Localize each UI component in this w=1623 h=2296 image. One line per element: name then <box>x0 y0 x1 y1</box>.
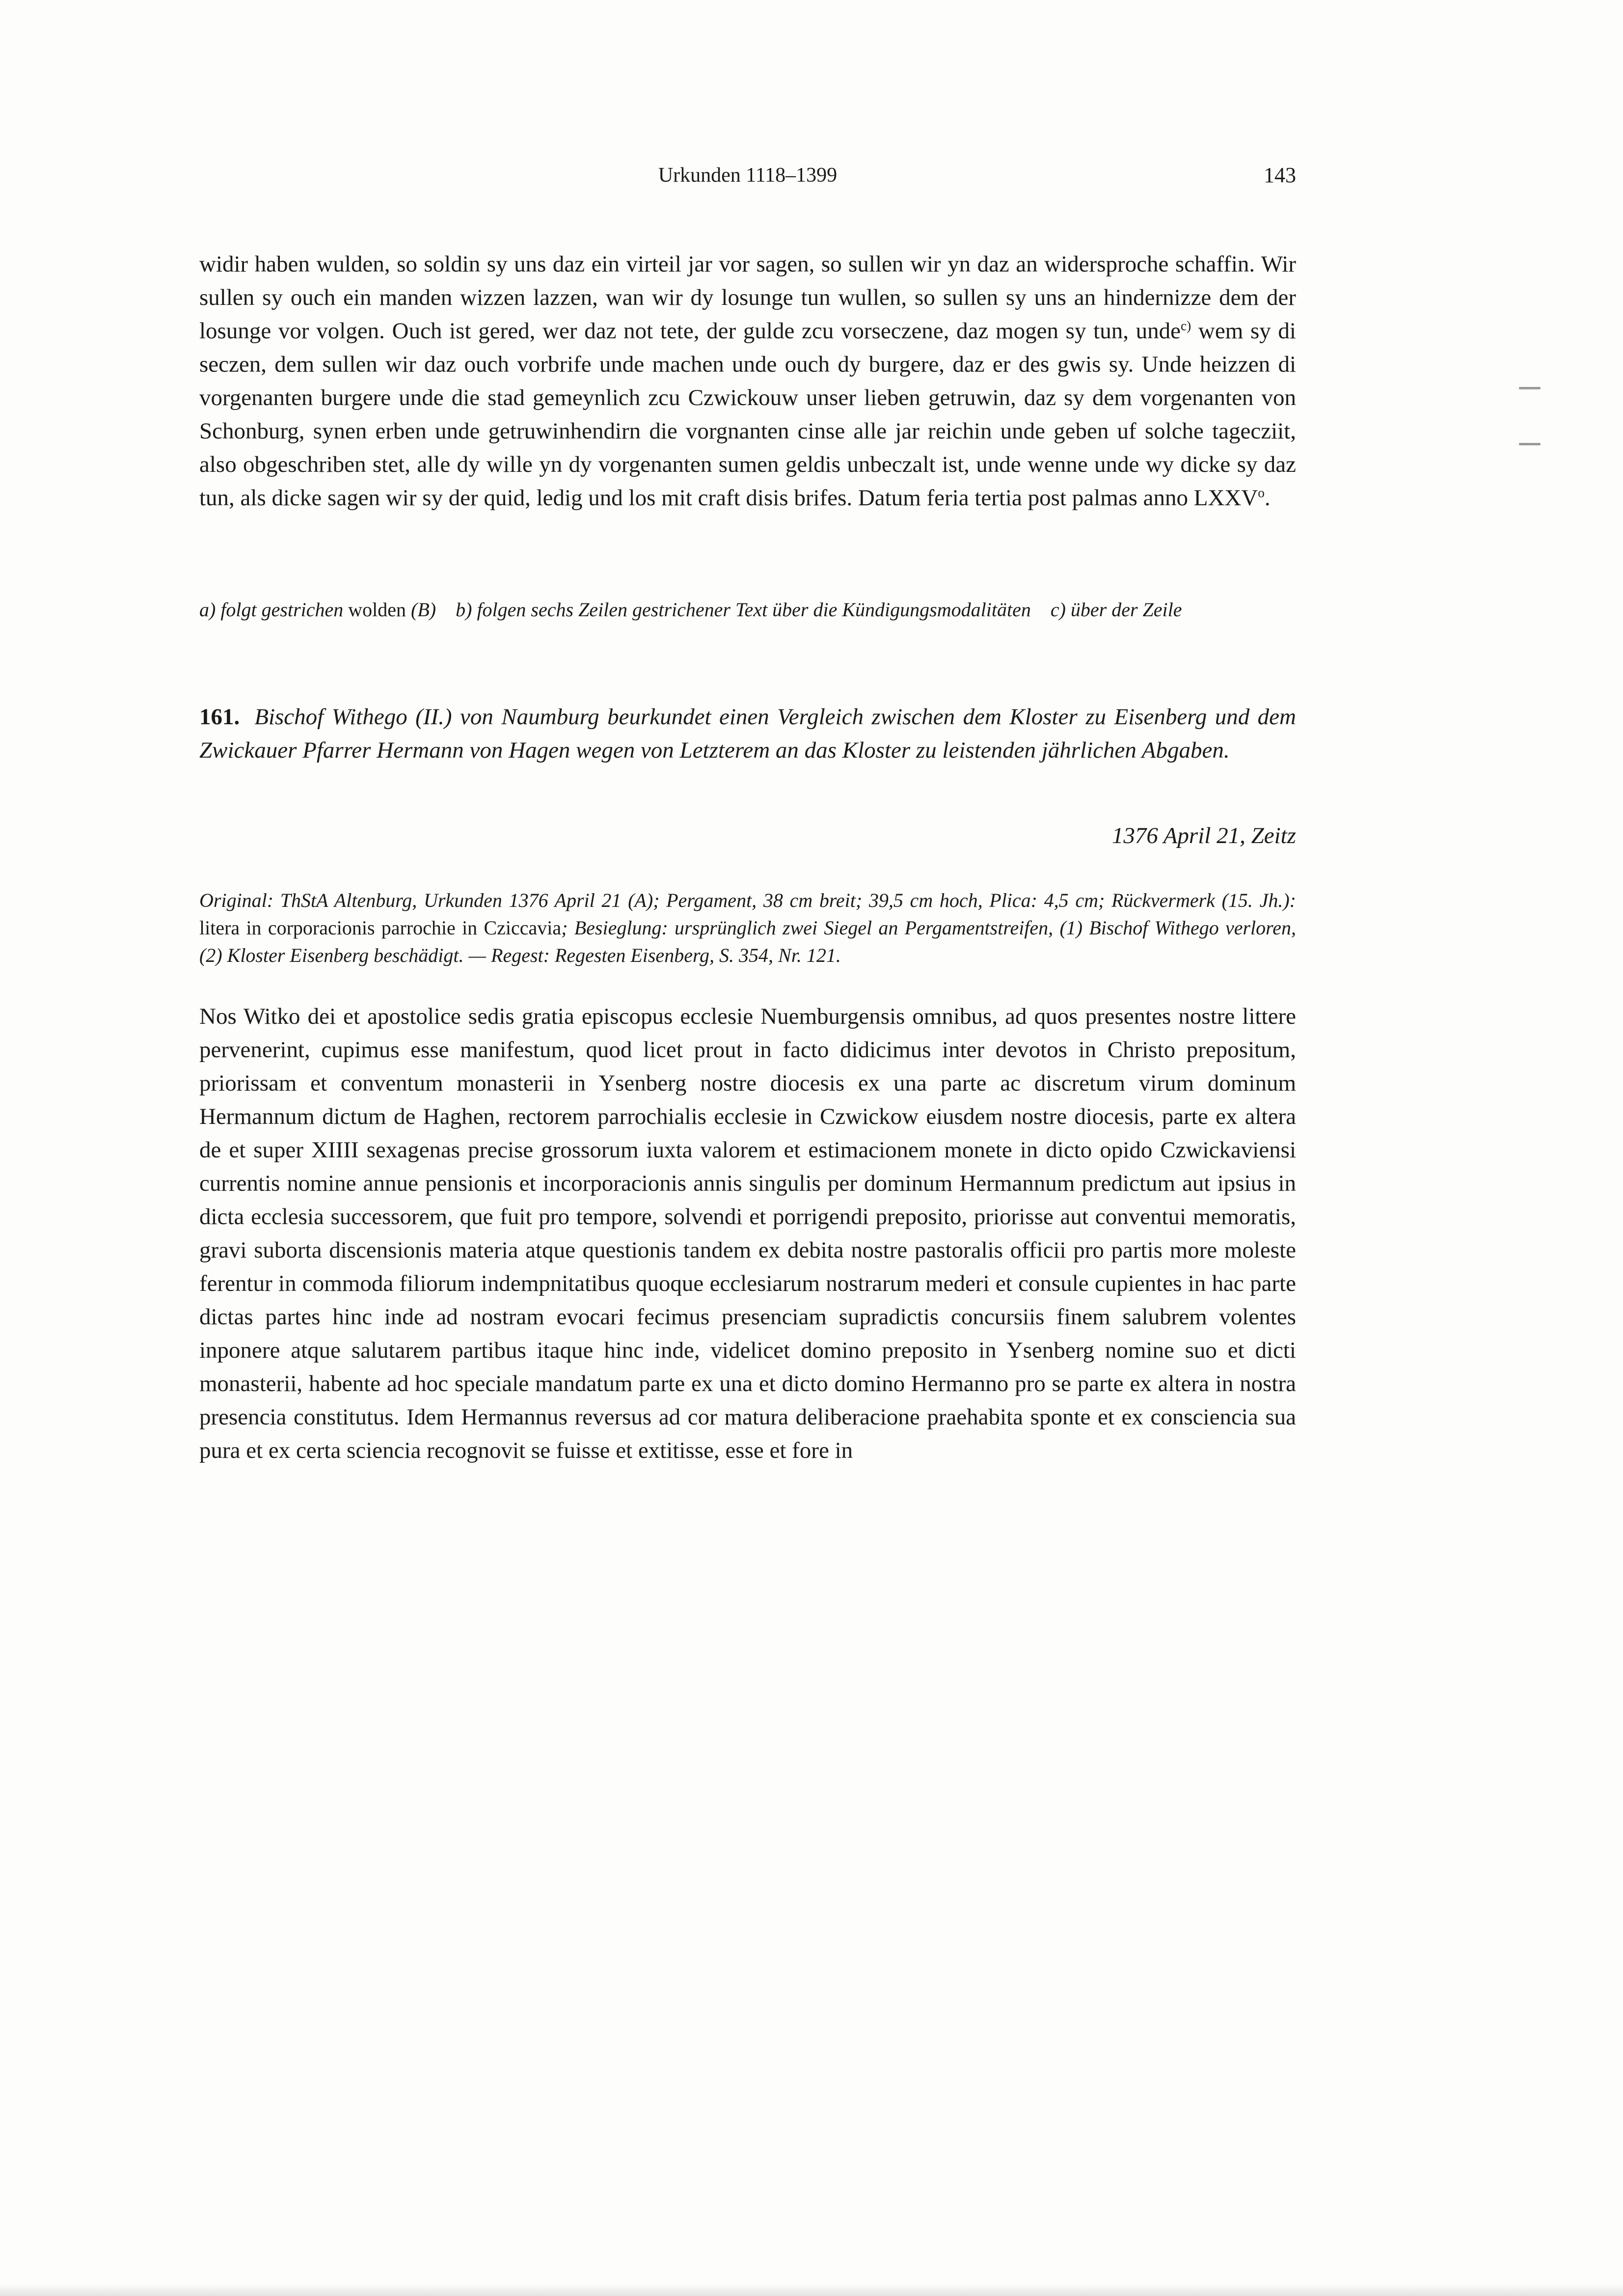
charter-title: Bischof Withego (II.) von Naumburg beurkundet einen Vergleich zwischen dem Kloster zu Eisenberg und dem Zwickauer Pfarrer Hermann von Hagen wegen von Letzterem an das Kloster zu leistenden jährlichen Abgaben. <box>199 704 1296 763</box>
critical-apparatus <box>199 596 1296 624</box>
margin-scan-mark <box>1519 443 1541 445</box>
charter-provenance: Original: ThStA Altenburg, Urkunden 1376 April 21 (A); Pergament, 38 cm breit; 39,5 cm hoch, Plica: 4,5 cm; Rückvermerk (15. Jh.): litera in corporacionis parrochie in Cziccavia; Besieglung: ursprünglich zwei Siegel an Pergamentstreifen, (1) Bischof Withego verloren, (2) Kloster Eisenberg beschädigt. — Regest: Regesten Eisenberg, S. 354, Nr. 121. <box>199 889 1296 966</box>
charter-dateline: 1376 April 21, Zeitz <box>1111 823 1296 848</box>
charter-body-text: Nos Witko dei et apostolice sedis gratia episcopus ecclesie Nuemburgensis omnibus, ad quos presentes nostre littere pervenerint, cupimus esse manifestum, quod licet prout in facto didicimus inter devotos in Christo prepositum, priorissam et conventum monasterii in Ysenberg nostre diocesis ex una parte ac discretum virum dominum Hermannum dictum de Haghen, rectorem parrochialis ecclesie in Czwickow eiusdem nostre diocesis, parte ex altera de et super XIIII sexagenas precise grossorum iuxta valorem et estimacionem monete in dicto opido Czwickaviensi currentis nomine annue pensionis et incorporacionis annis singulis per dominum Hermannum predictum aut ipsius in dicta ecclesia successorem, que fuit pro tempore, solvendi et porrigendi preposito, priorisse aut conventui memoratis, gravi suborta discensionis materia atque questionis tandem ex debita nostre pastoralis officii pro partis more moleste ferentur in commoda filiorum indempnitatibus quoque ecclesiarum nostrarum mederi et consule cupientes in hac parte dictas partes hinc inde ad nostram evocari fecimus presenciam supradictis concursiis finem salubrem volentes inponere atque salutarem partibus itaque hinc inde, videlicet domino preposito in Ysenberg nomine suo et dicti monasterii, habente ad hoc speciale mandatum parte ex una et dicto domino Hermanno pro se parte ex altera in nostra presencia constitutus. Idem Hermannus reversus ad cor matura deliberacione praehabita sponte et ex consciencia sua pura et ex certa sciencia recognovit se fuisse et extitisse, esse et fore in <box>199 1004 1296 1463</box>
scan-edge-shading <box>0 2284 1623 2296</box>
charter-160-continuation <box>199 247 1296 515</box>
margin-scan-mark <box>1519 387 1541 389</box>
page-number: 143 <box>1264 163 1296 187</box>
text-block <box>199 0 1296 1467</box>
running-head <box>199 162 1296 189</box>
running-title: Urkunden 1118–1399 <box>658 164 838 187</box>
charter-number: 161. <box>199 704 240 730</box>
charter-161 <box>199 700 1296 1467</box>
charter-continuation-paragraph: widir haben wulden, so soldin sy uns daz ein virteil jar vor sagen, so sullen wir yn daz an widersproche schaffin. Wir sullen sy ouch ein manden wizzen lazzen, wan wir dy losunge tun wullen, so sullen sy uns an hindernizze dem der losunge vor volgen. Ouch ist gered, wer daz not tete, der gulde zcu vorseczene, daz mogen sy tun, unde$^{c)}$ wem sy di seczen, dem sullen wir daz ouch vorbrife unde machen unde ouch dy burgere, daz er des gwis sy. Unde heizzen di vorgenanten burgere unde die stad gemeynlich zcu Czwickouw unser lieben getruwin, daz sy dem vorgenanten von Schonburg, synen erben unde getruwinhendirn die vorgnanten cinse alle jar reichin unde geben uf solche tagecziit, also obgeschriben stet, alle dy wille yn dy vorgenanten sumen geldis unbeczalt ist, unde wenne unde wy dicke sy daz tun, als dicke sagen wir sy der quid, ledig und los mit craft disis brifes. Datum feria tertia post palmas anno LXXV$^o$. <box>199 251 1296 511</box>
apparatus-notes: a) folgt gestrichen wolden (B) b) folgen sechs Zeilen gestrichener Text über die Kündigungsmodalitäten c) über der Zeile <box>199 599 1182 621</box>
charter-heading <box>199 700 1296 767</box>
